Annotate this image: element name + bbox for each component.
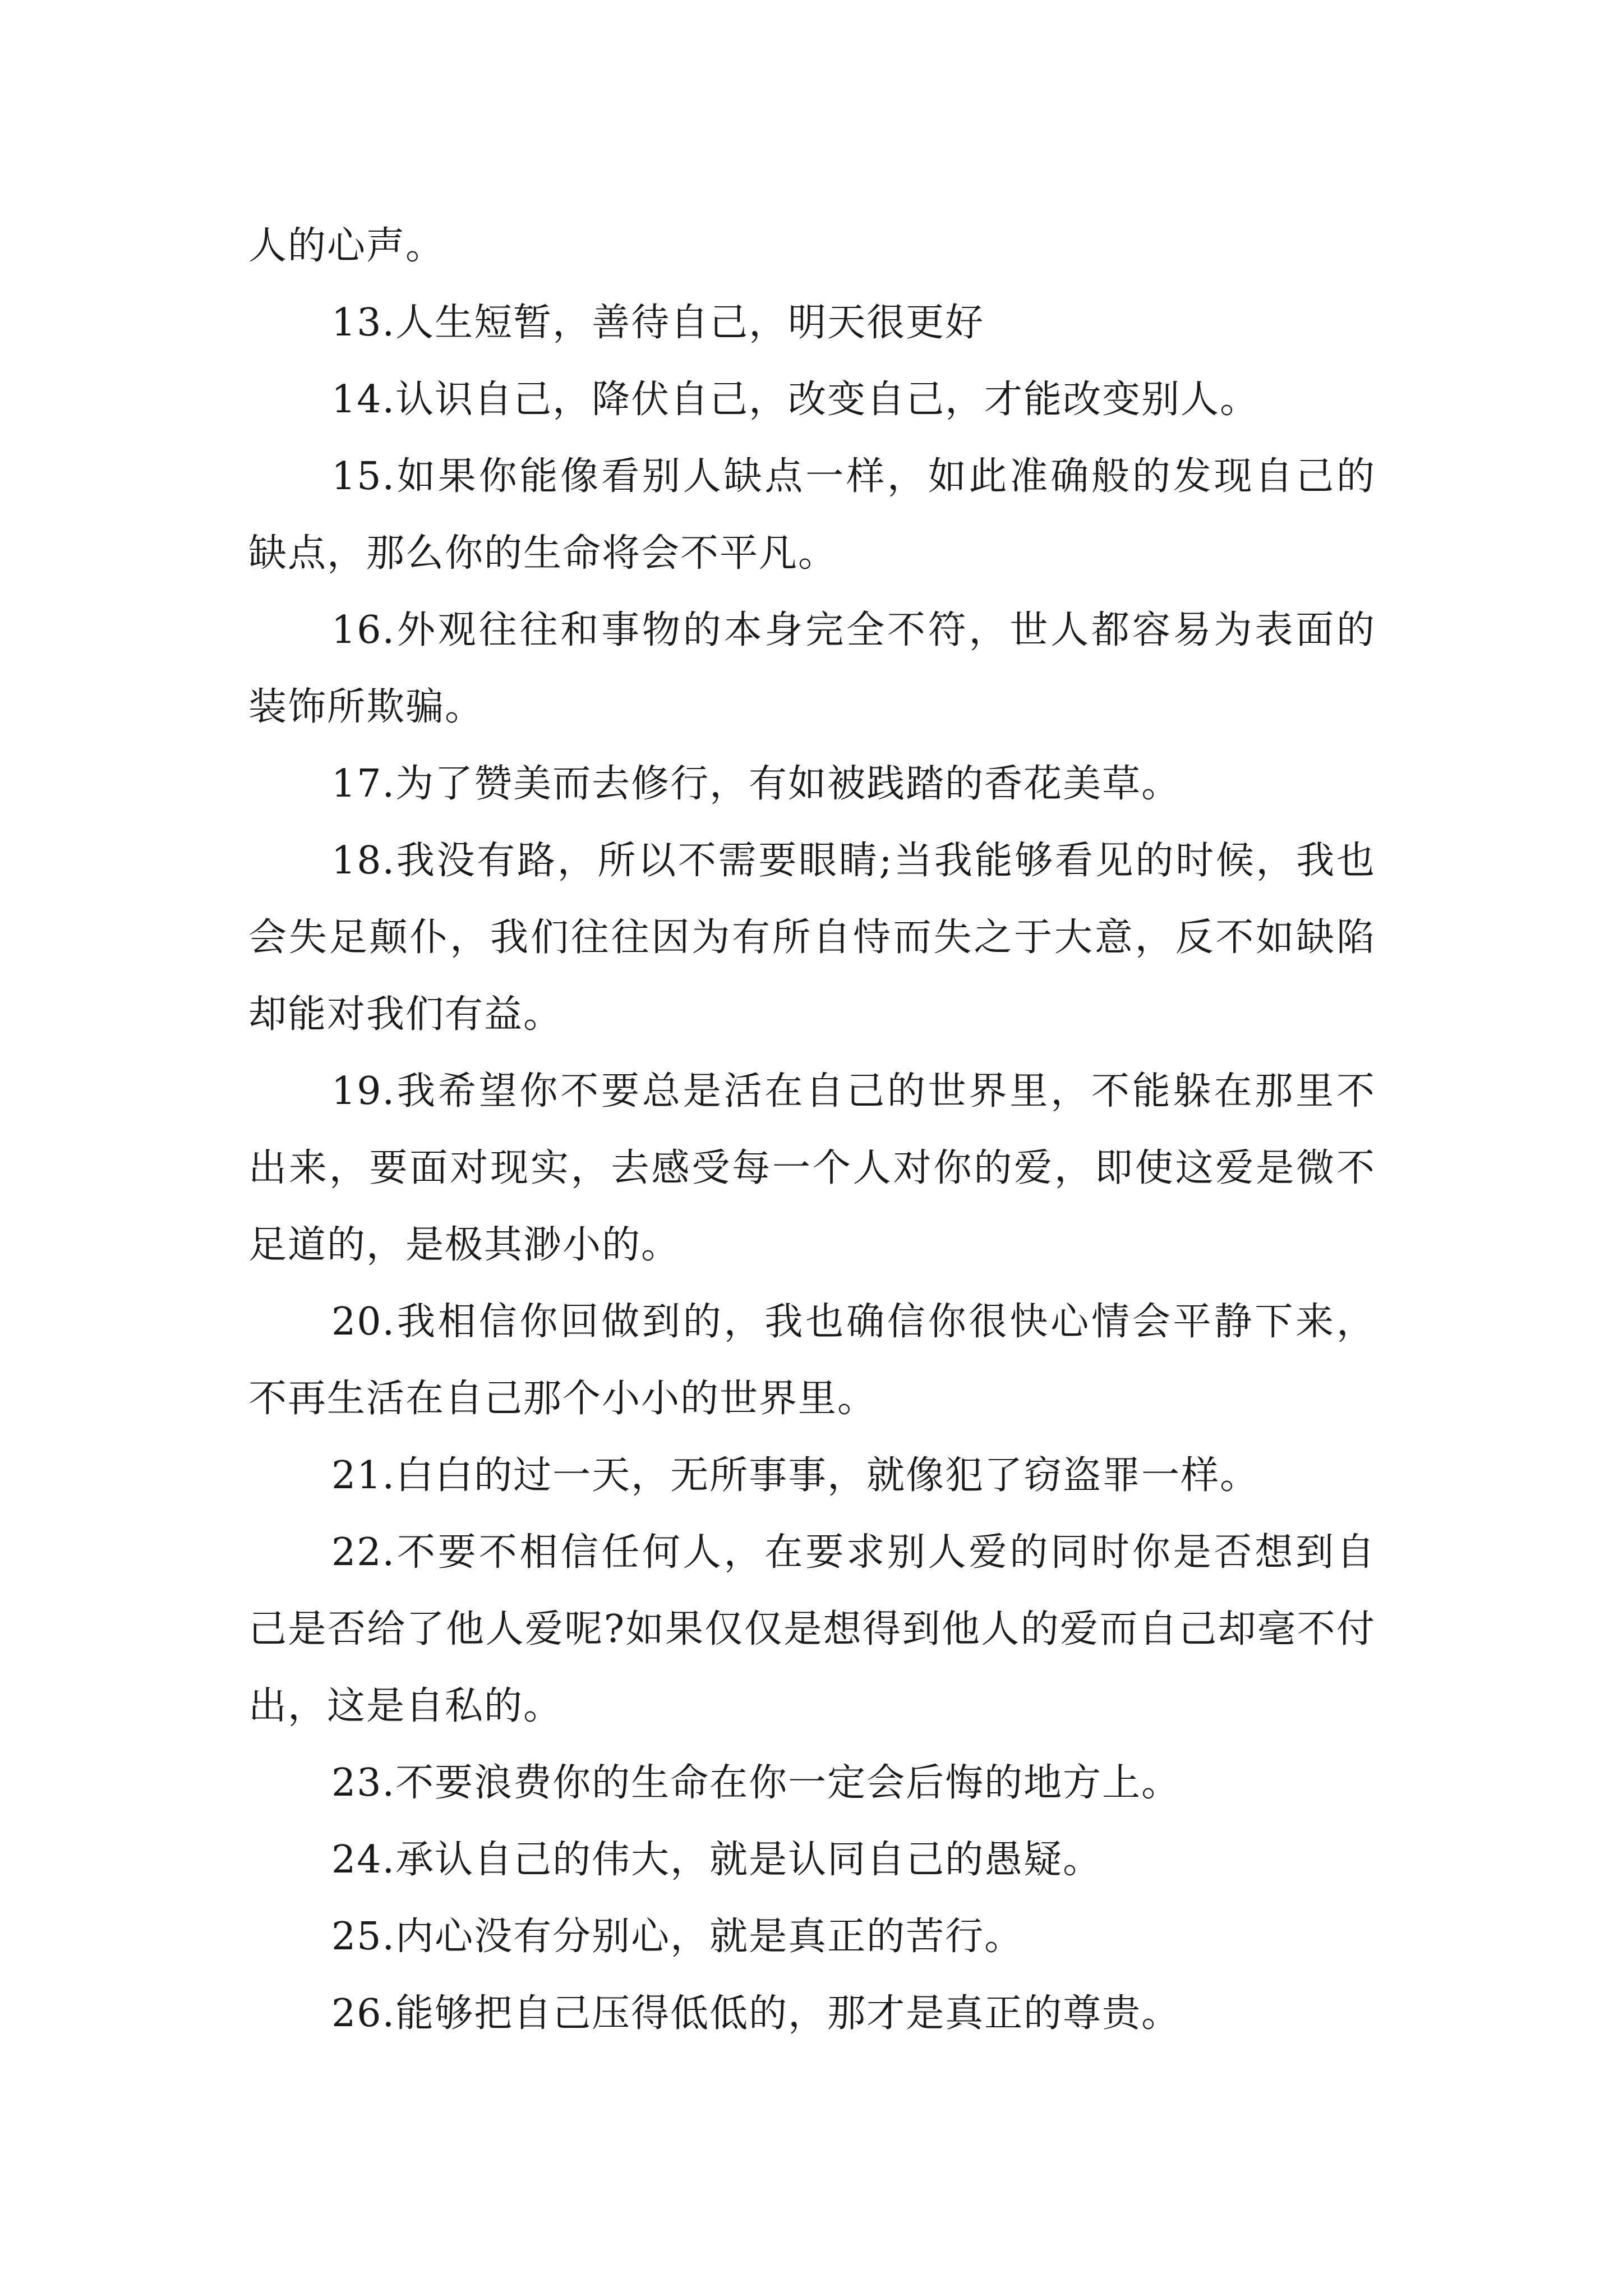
paragraph-quote-13: 13.人生短暂，善待自己，明天很更好 bbox=[331, 301, 985, 345]
paragraph-quote-25: 25.内心没有分别心，就是真正的苦行。 bbox=[331, 1915, 1024, 1959]
paragraph-quote-14: 14.认识自己，降伏自己，改变自己，才能改变别人。 bbox=[331, 378, 1260, 422]
paragraph-quote-16: 16.外观往往和事物的本身完全不符，世人都容易为表面的装饰所欺骗。 bbox=[248, 608, 1376, 729]
paragraph-quote-21: 21.白白的过一天，无所事事，就像犯了窃盗罪一样。 bbox=[331, 1453, 1260, 1498]
paragraph-quote-15: 15.如果你能像看别人缺点一样，如此准确般的发现自己的缺点，那么你的生命将会不平凡。 bbox=[248, 454, 1376, 576]
paragraph-quote-26: 26.能够把自己压得低低的，那才是真正的尊贵。 bbox=[331, 1991, 1181, 2036]
paragraph-quote-20: 20.我相信你回做到的，我也确信你很快心情会平静下来，不再生活在自己那个小小的世界里。 bbox=[248, 1300, 1376, 1421]
paragraph-quote-23: 23.不要浪费你的生命在你一定会后悔的地方上。 bbox=[331, 1761, 1181, 1805]
document-body bbox=[248, 208, 1376, 2052]
paragraph-quote-18: 18.我没有路，所以不需要眼睛;当我能够看见的时候，我也会失足颠仆，我们往往因为有所自恃而失之于大意，反不如缺陷却能对我们有益。 bbox=[248, 839, 1376, 1037]
paragraph-continuation: 人的心声。 bbox=[248, 224, 445, 268]
paragraph-quote-22: 22.不要不相信任何人，在要求别人爱的同时你是否想到自己是否给了他人爱呢?如果仅仅是想得到他人的爱而自己却毫不付出，这是自私的。 bbox=[248, 1530, 1376, 1728]
paragraph-quote-19: 19.我希望你不要总是活在自己的世界里，不能躲在那里不出来，要面对现实，去感受每一个人对你的爱，即使这爱是微不足道的，是极其渺小的。 bbox=[248, 1069, 1376, 1267]
paragraph-quote-17: 17.为了赞美而去修行，有如被践踏的香花美草。 bbox=[331, 762, 1181, 806]
paragraph-quote-24: 24.承认自己的伟大，就是认同自己的愚疑。 bbox=[331, 1838, 1103, 1882]
